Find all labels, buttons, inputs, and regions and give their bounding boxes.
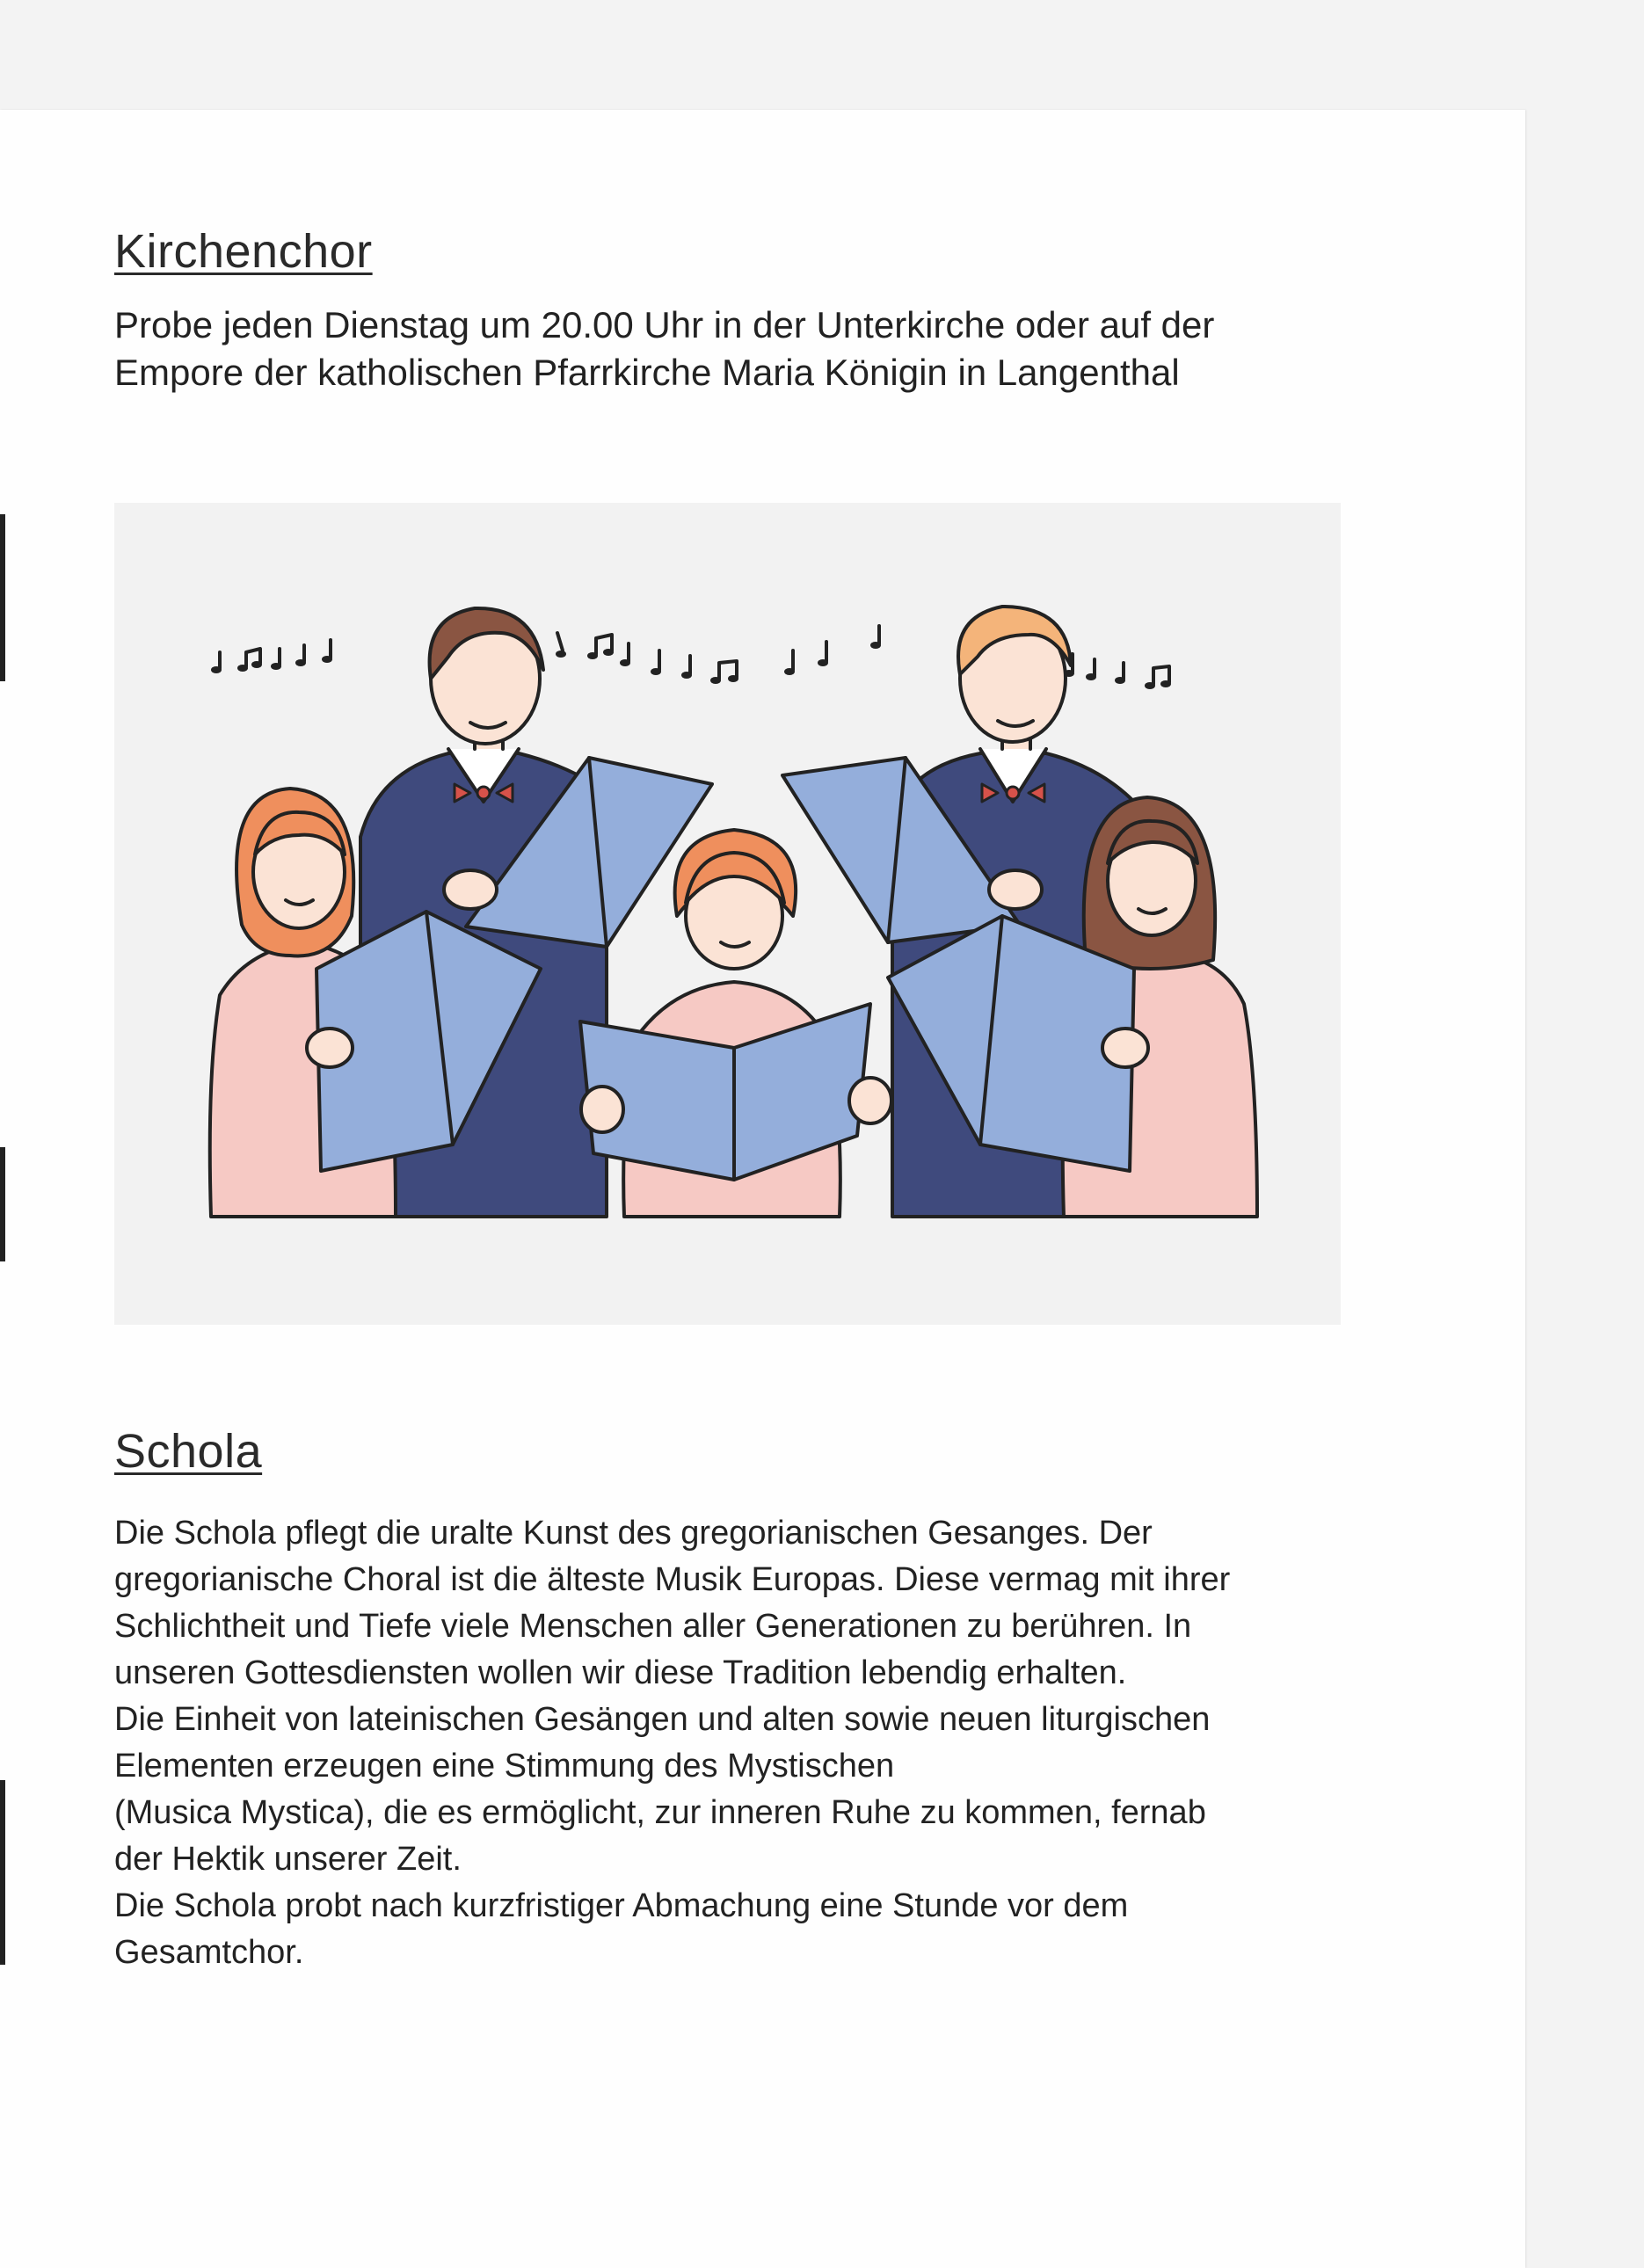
- kirchenchor-text: [114, 302, 1521, 396]
- text-line: Elementen erzeugen eine Stimmung des Mystischen: [114, 1748, 895, 1785]
- binding-mark: [0, 1147, 5, 1261]
- text-line: (Musica Mystica), die es ermöglicht, zur inneren Ruhe zu kommen, fernab: [114, 1794, 1206, 1831]
- text-line: Die Einheit von lateinischen Gesängen und alten sowie neuen liturgischen: [114, 1701, 1211, 1738]
- text-line: unseren Gottesdiensten wollen wir diese Tradition lebendig erhalten.: [114, 1654, 1127, 1691]
- choir-illustration: [114, 503, 1341, 1325]
- text-line: Die Schola pflegt die uralte Kunst des gregorianischen Gesanges. Der: [114, 1515, 1153, 1552]
- text-line: Schlichtheit und Tiefe viele Menschen aller Generationen zu berühren. In: [114, 1608, 1192, 1645]
- text-line: der Hektik unserer Zeit.: [114, 1841, 462, 1878]
- text-line: gregorianische Choral ist die älteste Musik Europas. Diese vermag mit ihrer: [114, 1561, 1231, 1598]
- text-line: Empore der katholischen Pfarrkirche Maria Königin in Langenthal: [114, 352, 1180, 393]
- choir-singers-image: [114, 503, 1341, 1325]
- text-line: Die Schola probt nach kurzfristiger Abmachung eine Stunde vor dem: [114, 1887, 1129, 1924]
- schola-heading: Schola: [114, 1425, 263, 1478]
- text-line: Gesamtchor.: [114, 1934, 304, 1971]
- binding-mark: [0, 514, 5, 681]
- kirchenchor-heading: Kirchenchor: [114, 225, 373, 278]
- text-line: Probe jeden Dienstag um 20.00 Uhr in der Unterkirche oder auf der: [114, 304, 1215, 345]
- binding-mark: [0, 1780, 5, 1965]
- schola-text: [114, 1510, 1486, 1976]
